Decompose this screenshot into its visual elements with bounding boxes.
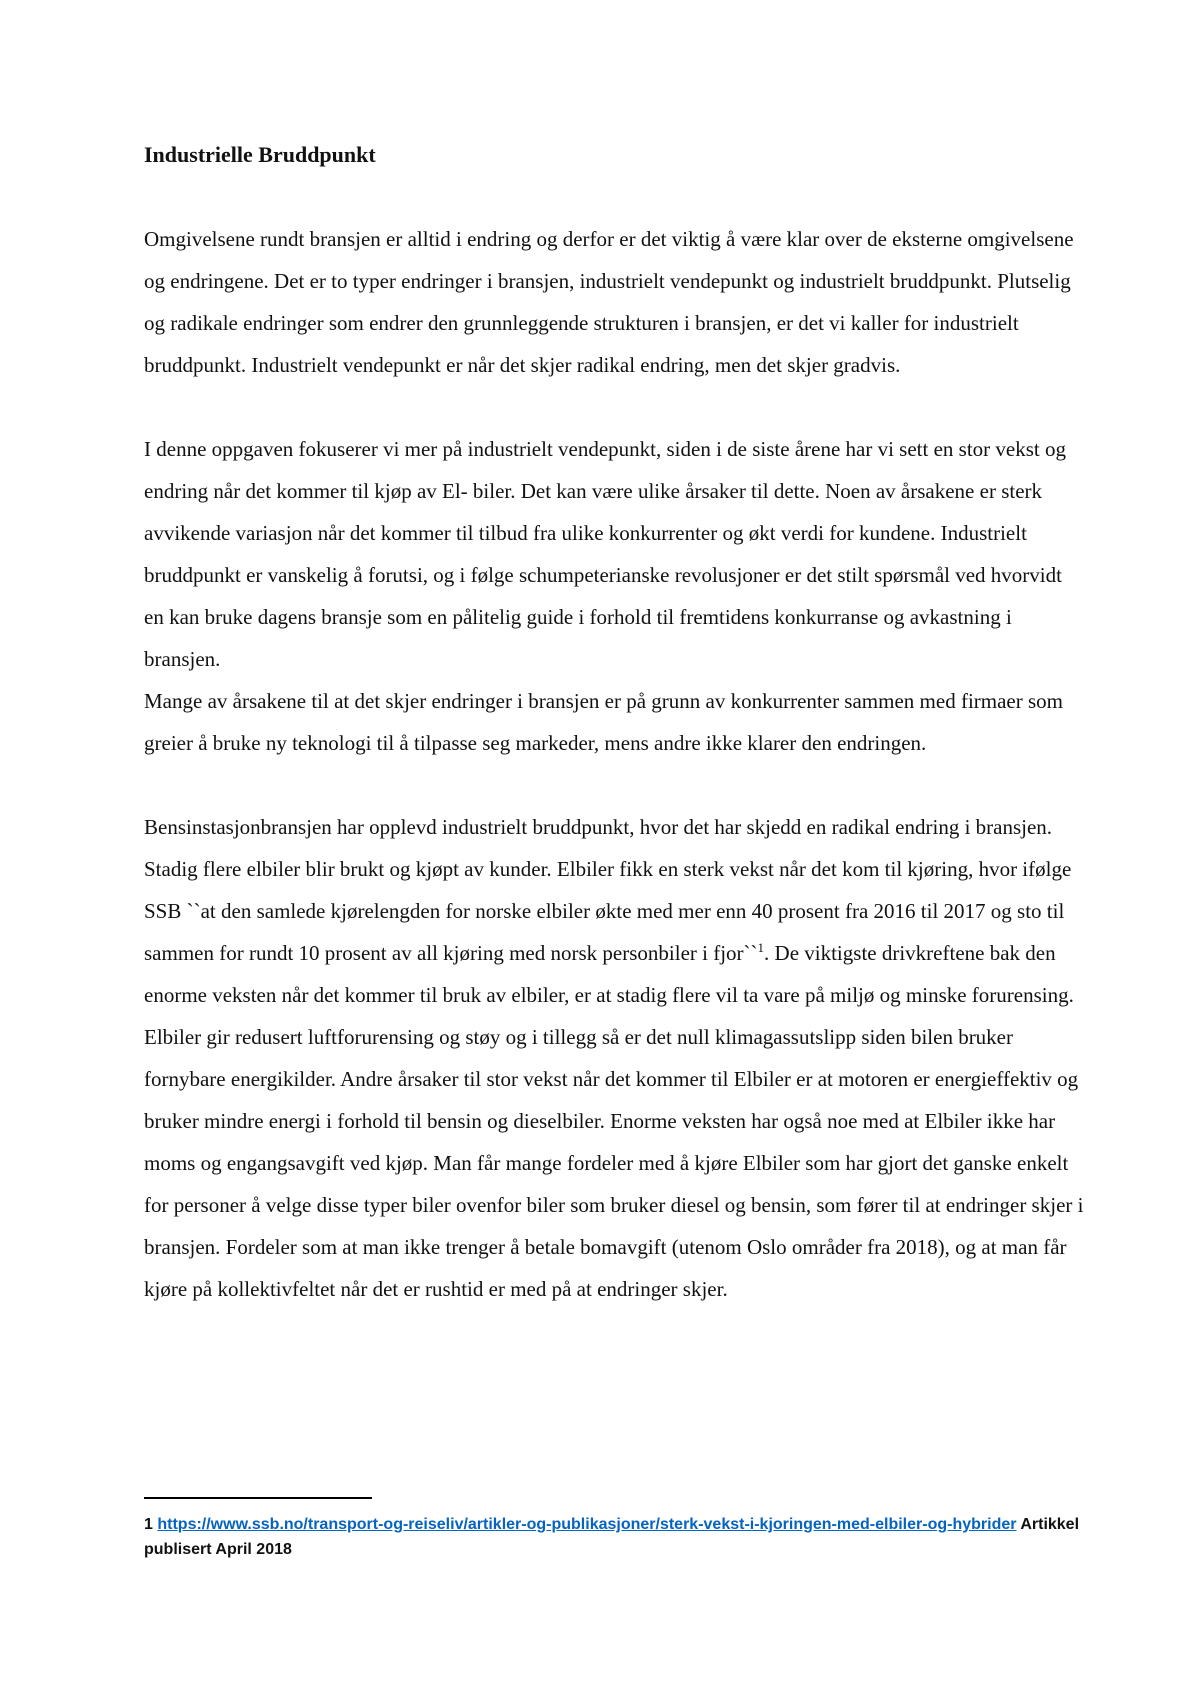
footnote-link[interactable]: https://www.ssb.no/transport-og-reiseliv/artikler-og-publikasjoner/sterk-vekst-i-kjoringen-med-elbiler-og-hybrider	[157, 1516, 1017, 1533]
paragraph-bensinstasjon-part1: Bensinstasjonbransjen har opplevd industrielt bruddpunkt, hvor det har skjedd en radikal endring i bransjen. Stadig flere elbiler blir brukt og kjøpt av kunder. Elbiler fikk en sterk vekst når det kom til kjøring, hvor ifølge SSB ``at den samlede kjørelengden for norske elbiler økte med mer enn 40 prosent fra 2016 til 2017 og sto til sammen for rundt 10 prosent av all kjøring med norsk personbiler i fjor``	[144, 815, 1072, 965]
paragraph-bensinstasjon-part2: . De viktigste drivkreftene bak den enorme veksten når det kommer til bruk av elbiler, er at stadig flere vil ta vare på miljø og minske forurensing. Elbiler gir redusert luftforurensing og støy og i tillegg så er det null klimagassutslipp siden bilen bruker fornybare energikilder. Andre årsaker til stor vekst når det kommer til Elbiler er at motoren er energieffektiv og bruker mindre energi i forhold til bensin og dieselbiler. Enorme veksten har også noe med at Elbiler ikke har moms og engangsavgift ved kjøp. Man får mange fordeler med å kjøre Elbiler som har gjort det ganske enkelt for personer å velge disse typer biler ovenfor biler som bruker diesel og bensin, som fører til at endringer skjer i bransjen. Fordeler som at man ikke trenger å betale bomavgift (utenom Oslo områder fra 2018), og at man får kjøre på kollektivfeltet når det er rushtid er med på at endringer skjer.	[144, 941, 1084, 1301]
spacer	[144, 386, 1084, 428]
paragraph-omgivelsene: Omgivelsene rundt bransjen er alltid i endring og derfor er det viktig å være klar over de eksterne omgivelsene og endringene. Det er to typer endringer i bransjen, industrielt vendepunkt og industrielt bruddpunkt. Plutselig og radikale endringer som endrer den grunnleggende strukturen i bransjen, er det vi kaller for industrielt bruddpunkt. Industrielt vendepunkt er når det skjer radikal endring, men det skjer gradvis.	[144, 227, 1074, 377]
document-title: Industrielle Bruddpunkt	[144, 142, 376, 167]
spacer	[144, 176, 1084, 218]
footnote-number: 1	[144, 1516, 153, 1533]
paragraph-bensinstasjon	[144, 806, 1084, 1310]
paragraph-oppgaven: I denne oppgaven fokuserer vi mer på industrielt vendepunkt, siden i de siste årene har vi sett en stor vekst og endring når det kommer til kjøp av El- biler. Det kan være ulike årsaker til dette. Noen av årsakene er sterk avvikende variasjon når det kommer til tilbud fra ulike konkurrenter og økt verdi for kundene. Industrielt bruddpunkt er vanskelig å forutsi, og i følge schumpeterianske revolusjoner er det stilt spørsmål ved hvorvidt en kan bruke dagens bransje som en pålitelig guide i forhold til fremtidens konkurranse og avkastning i bransjen.	[144, 437, 1066, 671]
document-body	[144, 134, 1084, 1310]
spacer	[144, 764, 1084, 806]
footnote-note: Artikkel publisert April 2018	[144, 1516, 1080, 1558]
paragraph-arsakene: Mange av årsakene til at det skjer endringer i bransjen er på grunn av konkurrenter sammen med firmaer som greier å bruke ny teknologi til å tilpasse seg markeder, mens andre ikke klarer den endringen.	[144, 689, 1063, 755]
footnote	[144, 1512, 1084, 1562]
footnote-separator	[144, 1497, 372, 1499]
footnote-reference[interactable]: 1	[757, 940, 765, 955]
